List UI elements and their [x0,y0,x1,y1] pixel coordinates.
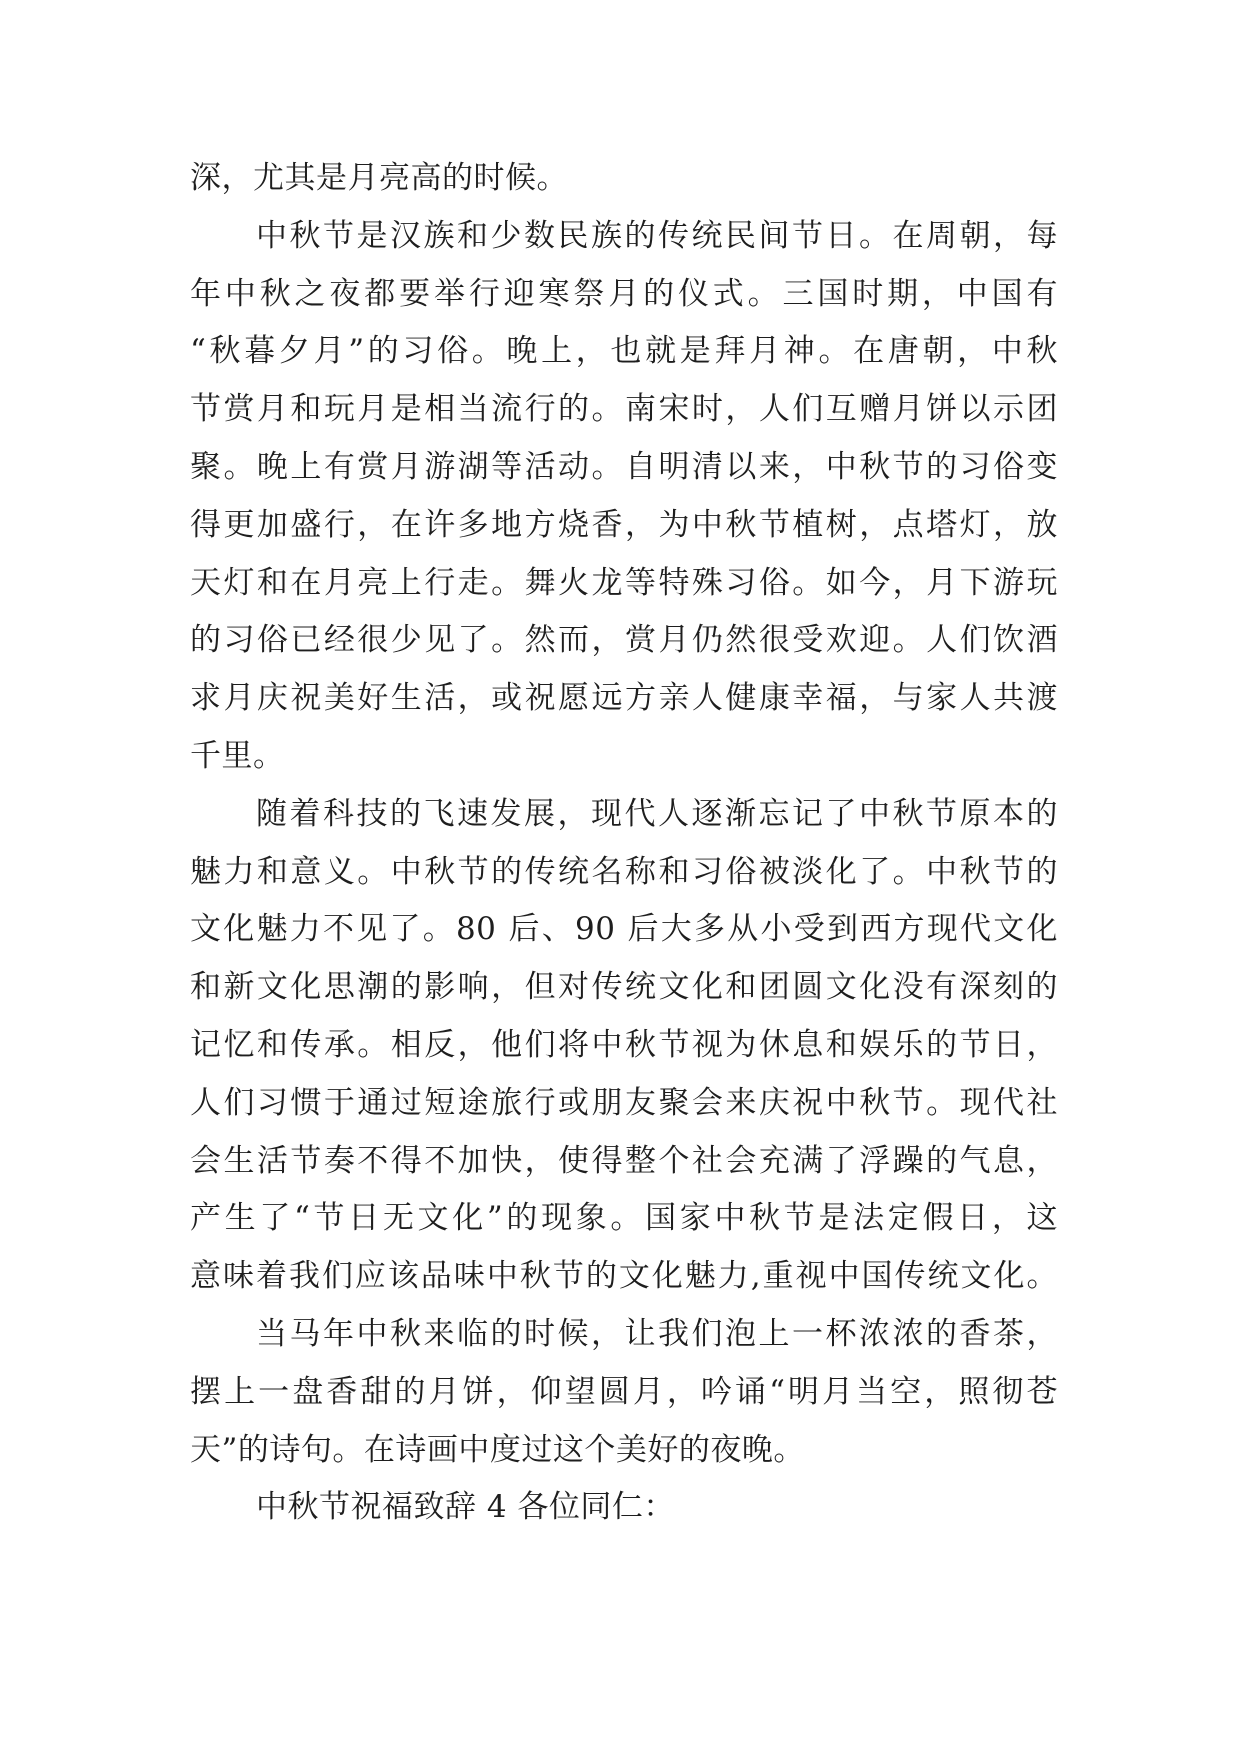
text-line: “秋暮夕月”的习俗。晚上，也就是拜月神。在唐朝，中秋 [190,333,1058,370]
text-line: 节赏月和玩月是相当流行的。南宋时，人们互赠月饼以示团 [190,391,1058,428]
document-body [190,150,1058,1537]
text-line: 和新文化思潮的影响，但对传统文化和团圆文化没有深刻的 [190,969,1058,1006]
text-line: 中秋节祝福致辞 4 各位同仁： [256,1489,675,1526]
text-line: 摆上一盘香甜的月饼，仰望圆月，吟诵“明月当空，照彻苍 [190,1373,1058,1410]
text-line: 人们习惯于通过短途旅行或朋友聚会来庆祝中秋节。现代社 [190,1084,1058,1121]
text-line: 产生了“节日无文化”的现象。国家中秋节是法定假日，这 [190,1200,1058,1237]
text-line: 随着科技的飞速发展，现代人逐渐忘记了中秋节原本的 [256,795,1058,832]
text-line: 得更加盛行，在许多地方烧香，为中秋节植树，点塔灯，放 [190,506,1058,543]
text-line: 当马年中秋来临的时候，让我们泡上一杯浓浓的香茶， [256,1315,1058,1352]
text-line: 天”的诗句。在诗画中度过这个美好的夜晚。 [190,1431,805,1468]
text-line: 天灯和在月亮上行走。舞火龙等特殊习俗。如今，月下游玩 [190,564,1058,601]
text-line: 千里。 [190,737,285,774]
text-line: 会生活节奏不得不加快，使得整个社会充满了浮躁的气息， [190,1142,1058,1179]
text-line: 记忆和传承。相反，他们将中秋节视为休息和娱乐的节日， [190,1026,1058,1063]
text-line: 意味着我们应该品味中秋节的文化魅力,重视中国传统文化。 [190,1258,1058,1295]
text-line: 魅力和意义。中秋节的传统名称和习俗被淡化了。中秋节的 [190,853,1058,890]
text-line: 中秋节是汉族和少数民族的传统民间节日。在周朝，每 [256,217,1058,254]
text-line: 求月庆祝美好生活，或祝愿远方亲人健康幸福，与家人共渡 [190,680,1058,717]
text-line: 的习俗已经很少见了。然而，赏月仍然很受欢迎。人们饮酒 [190,622,1058,659]
text-line: 聚。晚上有赏月游湖等活动。自明清以来，中秋节的习俗变 [190,448,1058,485]
text-line: 深，尤其是月亮高的时候。 [190,160,568,196]
text-line: 年中秋之夜都要举行迎寒祭月的仪式。三国时期，中国有 [190,275,1058,312]
text-line: 文化魅力不见了。80 后、90 后大多从小受到西方现代文化 [190,911,1058,948]
